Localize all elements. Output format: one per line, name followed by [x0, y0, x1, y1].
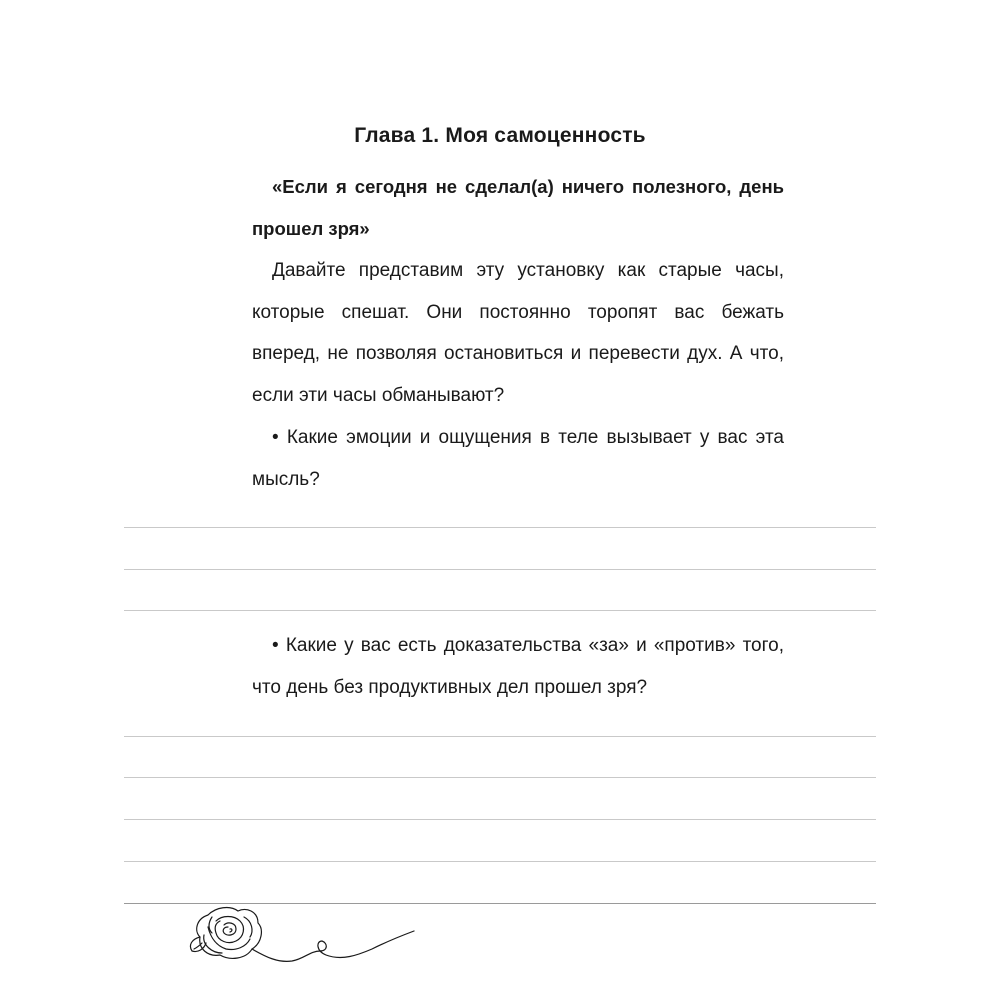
answer-line: [124, 903, 876, 904]
answer-line: [124, 819, 876, 820]
question-2: • Какие у вас есть доказательства «за» и «против» того, что день без продуктивных дел прошел зря?: [252, 635, 784, 698]
chapter-title: Глава 1. Моя самоценность: [354, 124, 646, 147]
answer-line: [124, 861, 876, 862]
belief-quote: «Если я сегодня не сделал(а) ничего полезного, день прошел зря»: [252, 176, 784, 239]
answer-line: [124, 569, 876, 570]
answer-line: [124, 527, 876, 528]
body-paragraph: Давайте представим эту установку как старые часы, которые спешат. Они постоянно торопят вас бежать вперед, не позволяя остановиться и перевести дух. А что, если эти часы обманывают?: [252, 260, 784, 406]
question-1: • Какие эмоции и ощущения в теле вызывает у вас эта мысль?: [252, 427, 784, 490]
rose-line-drawing-icon: [186, 905, 420, 977]
answer-line: [124, 736, 876, 737]
answer-line: [124, 777, 876, 778]
answer-line: [124, 610, 876, 611]
